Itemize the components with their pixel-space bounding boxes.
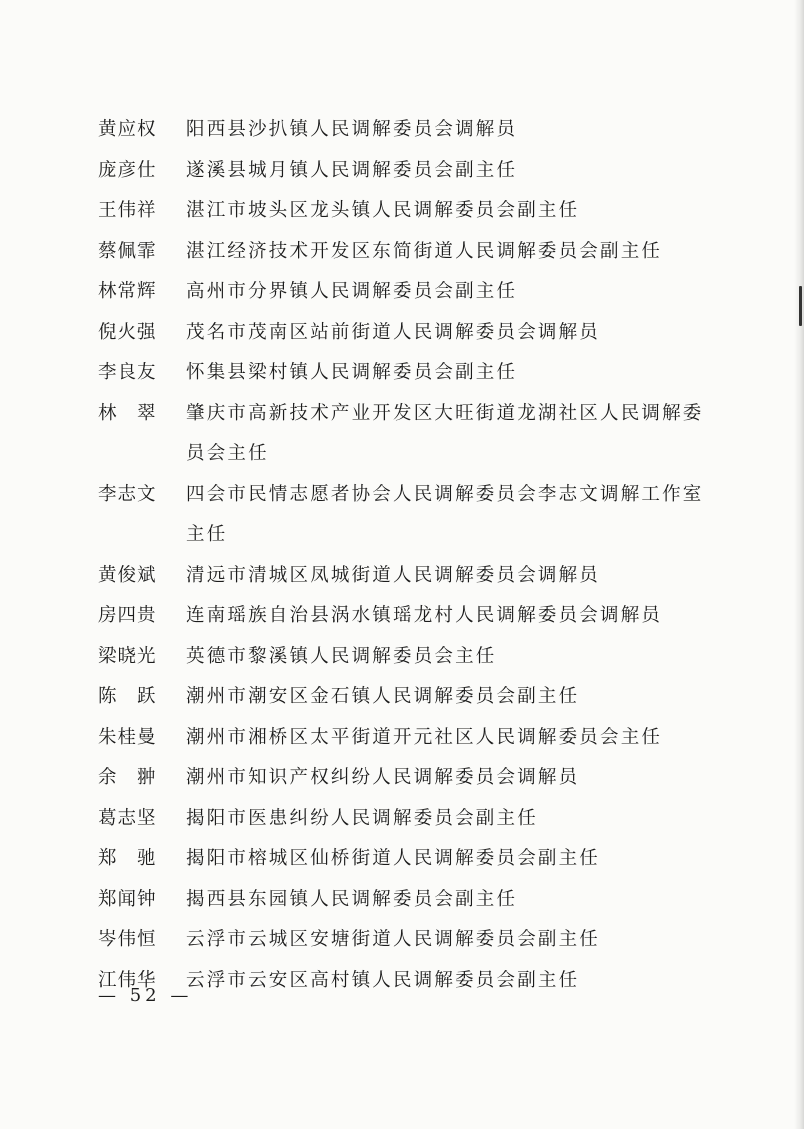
person-position: 四会市民情志愿者协会人民调解委员会李志文调解工作室主任 bbox=[186, 483, 704, 545]
list-item bbox=[98, 151, 738, 192]
list-item bbox=[98, 475, 738, 556]
person-position: 肇庆市高新技术产业开发区大旺街道龙湖社区人民调解委员会主任 bbox=[186, 402, 704, 464]
person-position: 湛江市坡头区龙头镇人民调解委员会副主任 bbox=[186, 200, 580, 221]
person-name: 林 翠 bbox=[98, 402, 157, 424]
list-item bbox=[98, 272, 738, 313]
list-item bbox=[98, 920, 738, 961]
scan-mark bbox=[799, 286, 802, 326]
person-name: 黄应权 bbox=[98, 119, 157, 140]
person-position: 遂溪县城月镇人民调解委员会副主任 bbox=[186, 159, 518, 181]
list-item bbox=[98, 110, 738, 151]
person-position: 揭西县东园镇人民调解委员会副主任 bbox=[186, 888, 518, 910]
person-name: 黄俊斌 bbox=[98, 564, 157, 586]
person-name: 朱桂曼 bbox=[98, 726, 157, 748]
person-position: 连南瑶族自治县涡水镇瑶龙村人民调解委员会调解员 bbox=[186, 605, 663, 626]
person-position: 英德市黎溪镇人民调解委员会主任 bbox=[186, 645, 497, 667]
person-position: 湛江经济技术开发区东简街道人民调解委员会副主任 bbox=[186, 240, 663, 262]
person-position: 茂名市茂南区站前街道人民调解委员会调解员 bbox=[186, 321, 601, 343]
list-item bbox=[98, 677, 738, 718]
person-name: 李良友 bbox=[98, 362, 157, 383]
person-position: 阳西县沙扒镇人民调解委员会调解员 bbox=[186, 119, 518, 140]
list-item bbox=[98, 718, 738, 759]
person-position: 揭阳市榕城区仙桥街道人民调解委员会副主任 bbox=[186, 848, 601, 869]
person-name: 余 翀 bbox=[98, 767, 157, 788]
list-item bbox=[98, 353, 738, 394]
person-position: 潮州市潮安区金石镇人民调解委员会副主任 bbox=[186, 686, 580, 707]
person-name: 葛志坚 bbox=[98, 807, 157, 829]
person-name: 郑闻钟 bbox=[98, 888, 157, 910]
person-name: 李志文 bbox=[98, 483, 157, 505]
list-item bbox=[98, 556, 738, 597]
list-item bbox=[98, 596, 738, 637]
list-item bbox=[98, 758, 738, 799]
person-position: 高州市分界镇人民调解委员会副主任 bbox=[186, 281, 518, 302]
list-item bbox=[98, 799, 738, 840]
person-position: 云浮市云城区安塘街道人民调解委员会副主任 bbox=[186, 929, 601, 950]
person-position: 潮州市知识产权纠纷人民调解委员会调解员 bbox=[186, 767, 580, 788]
list-item bbox=[98, 232, 738, 273]
person-position: 清远市清城区凤城街道人民调解委员会调解员 bbox=[186, 564, 601, 586]
list-item bbox=[98, 394, 738, 475]
person-name: 庞彦仕 bbox=[98, 159, 157, 181]
person-name: 陈 跃 bbox=[98, 686, 157, 707]
list-item bbox=[98, 880, 738, 921]
scan-edge bbox=[794, 0, 804, 1129]
person-name: 蔡佩霏 bbox=[98, 240, 157, 262]
list-item bbox=[98, 637, 738, 678]
list-item bbox=[98, 191, 738, 232]
list-item bbox=[98, 961, 738, 1002]
person-name: 林常辉 bbox=[98, 281, 157, 302]
page-number: — 52 — bbox=[98, 985, 193, 1006]
person-name: 郑 驰 bbox=[98, 848, 157, 869]
person-name: 倪火强 bbox=[98, 321, 157, 343]
person-name: 江伟华 bbox=[98, 969, 157, 991]
person-position: 云浮市云安区高村镇人民调解委员会副主任 bbox=[186, 969, 580, 991]
list-item bbox=[98, 839, 738, 880]
person-position: 潮州市湘桥区太平街道开元社区人民调解委员会主任 bbox=[186, 726, 663, 748]
person-position: 揭阳市医患纠纷人民调解委员会副主任 bbox=[186, 807, 538, 829]
person-name: 梁晓光 bbox=[98, 645, 157, 667]
list-item bbox=[98, 313, 738, 354]
person-name: 岑伟恒 bbox=[98, 929, 157, 950]
mediator-list bbox=[98, 110, 738, 1001]
person-position: 怀集县梁村镇人民调解委员会副主任 bbox=[186, 362, 518, 383]
person-name: 王伟祥 bbox=[98, 200, 157, 221]
person-name: 房四贵 bbox=[98, 605, 157, 626]
